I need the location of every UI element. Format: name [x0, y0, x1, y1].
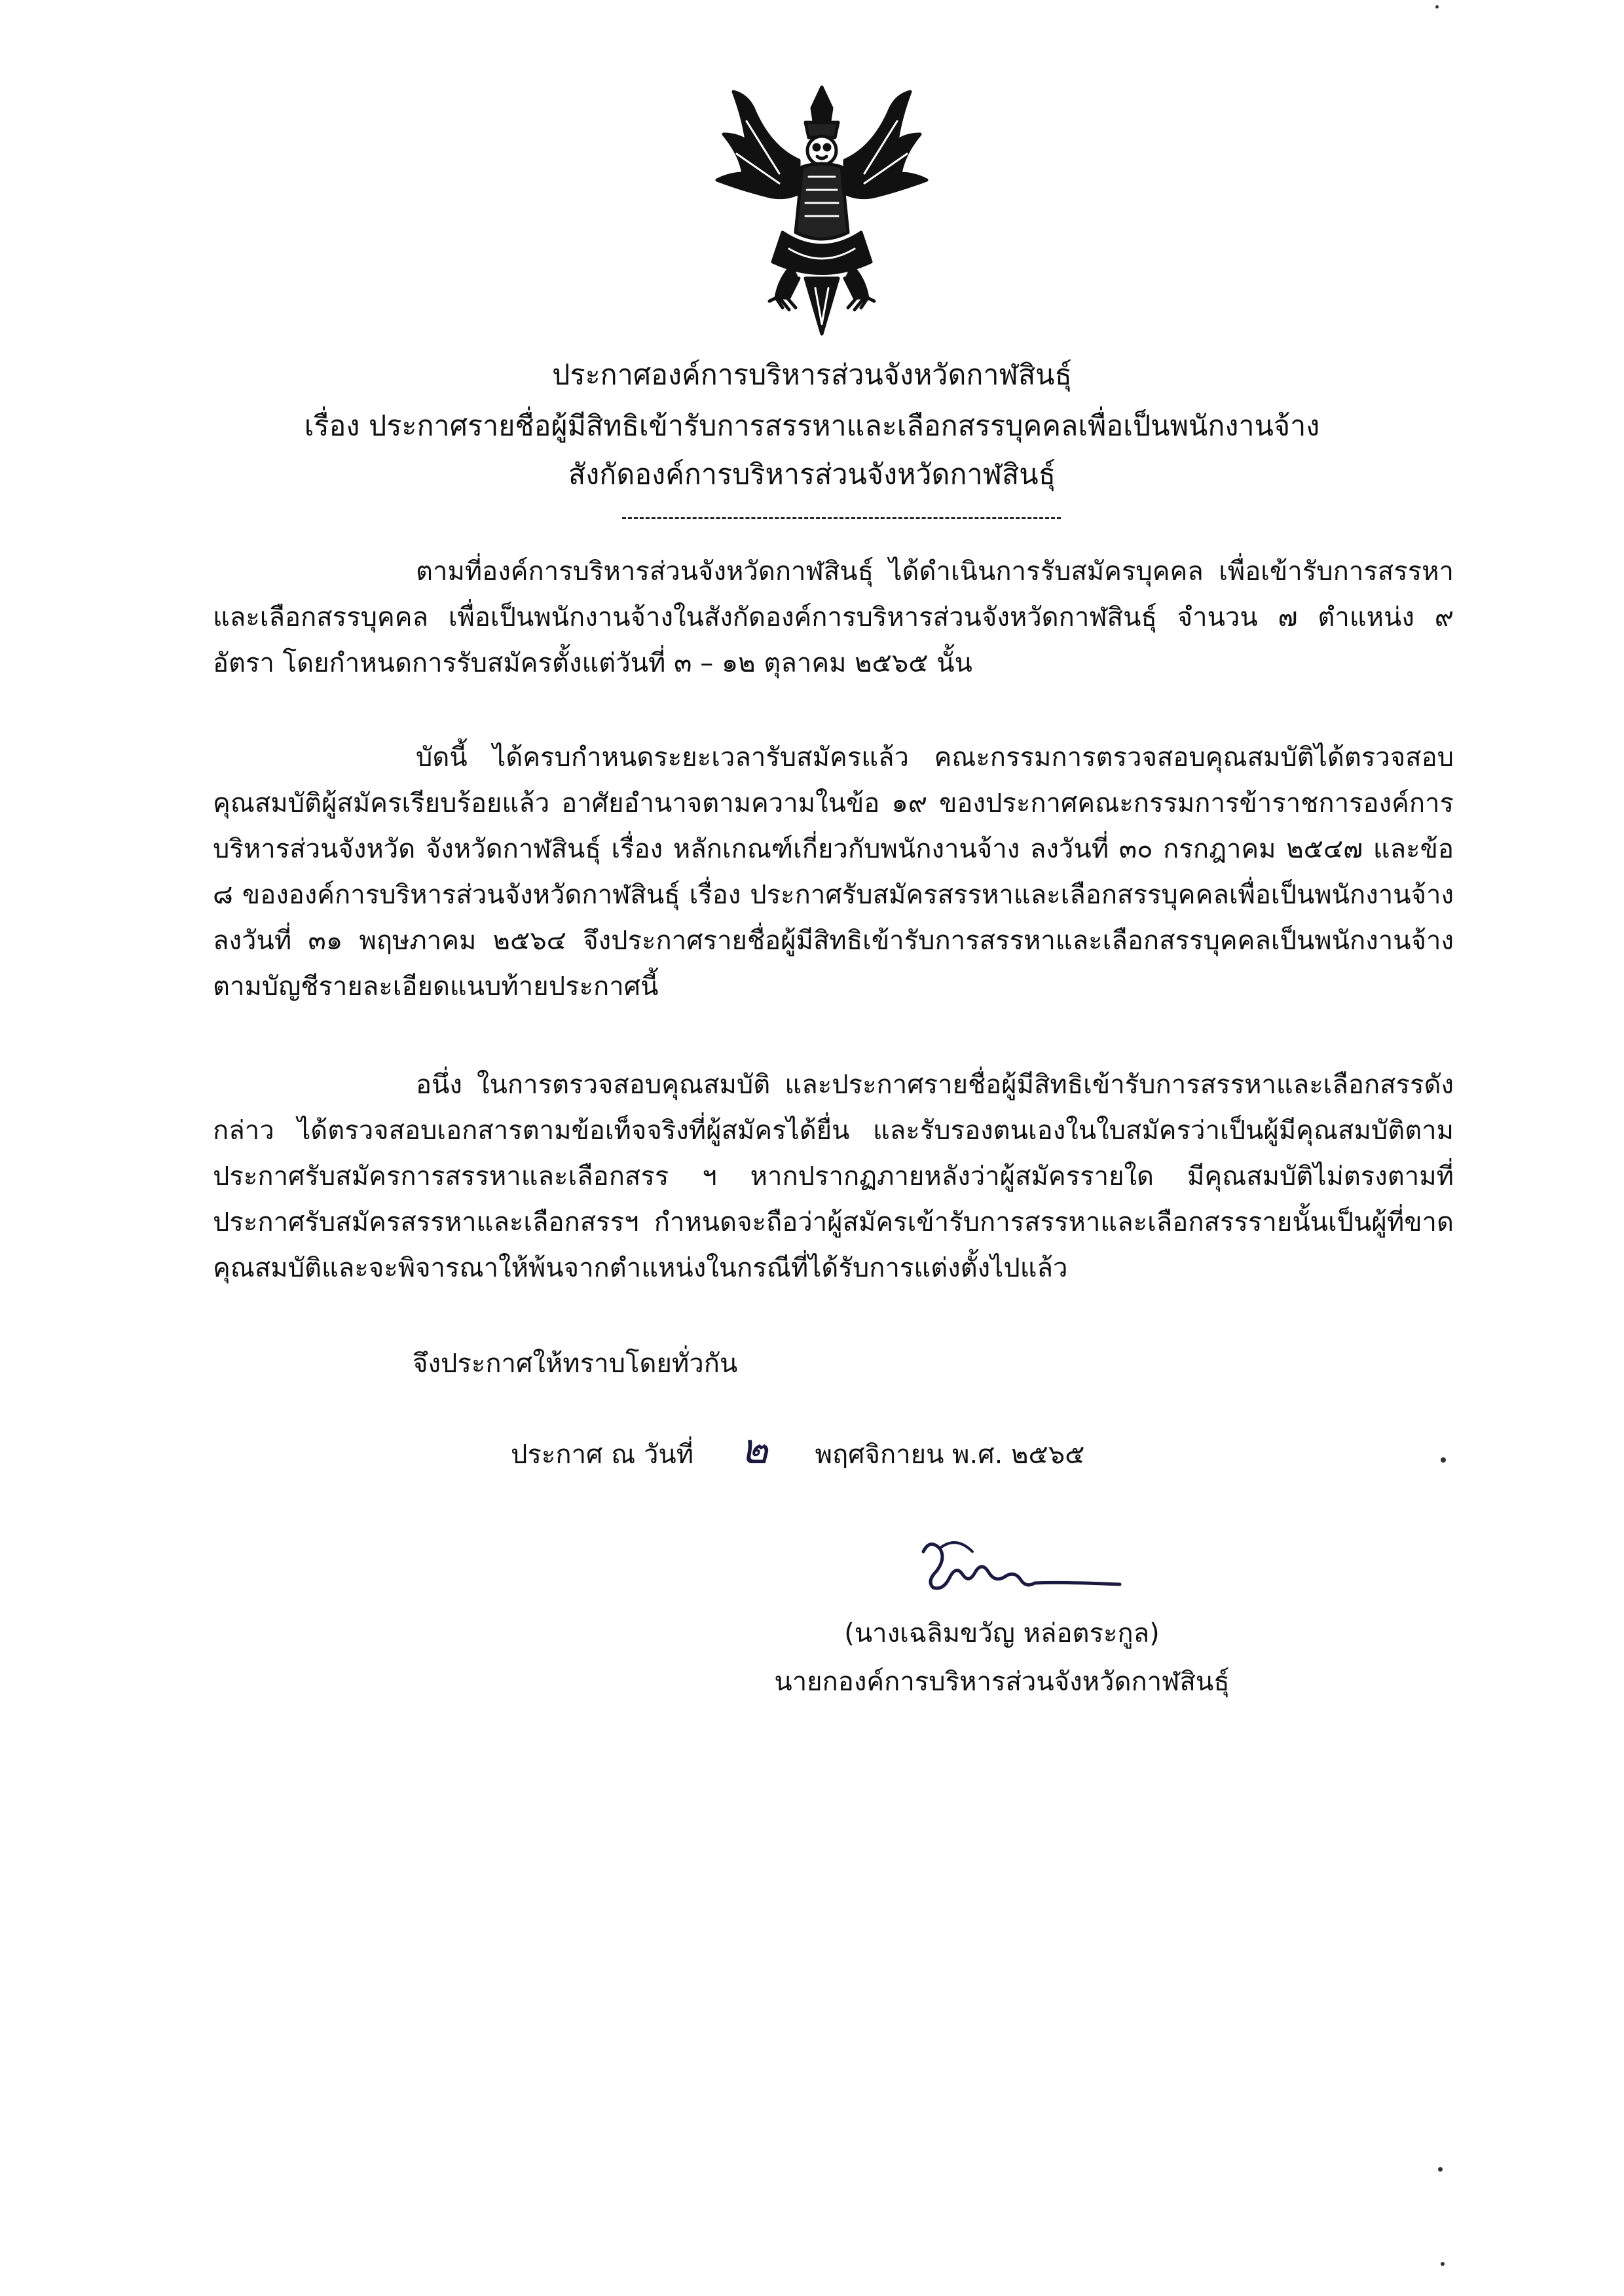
paragraph-text: บัดนี้ ได้ครบกำหนดระยะเวลารับสมัครแล้ว คณะกรรมการตรวจสอบคุณสมบัติได้ตรวจสอบคุณสมบัติผู้สมัครเรียบร้อยแล้ว อาศัยอำนาจตามความในข้อ ๑๙ ของประกาศคณะกรรมการข้าราชการองค์การบริหารส่วนจังหวัด จังหวัดกาฬสินธุ์ เรื่อง หลักเกณฑ์เกี่ยวกับพนักงานจ้าง ลงวันที่ ๓๐ กรกฎาคม ๒๕๔๗ และข้อ ๘ ขององค์การบริหารส่วนจังหวัดกาฬสินธุ์ เรื่อง ประกาศรับสมัครสรรหาและเลือกสรรบุคคลเพื่อเป็นพนักงานจ้าง ลงวันที่ ๓๑ พฤษภาคม ๒๕๖๔ จึงประกาศรายชื่อผู้มีสิทธิเข้ารับการสรรหาและเลือกสรรบุคคลเป็นพนักงานจ้าง ตามบัญชีรายละเอียดแนบท้ายประกาศนี้ [213, 742, 1454, 1002]
closing-statement: จึงประกาศให้ทราบโดยทั่วกัน [413, 1349, 738, 1379]
paragraph-text: ตามที่องค์การบริหารส่วนจังหวัดกาฬสินธุ์ ได้ดำเนินการรับสมัครบุคคล เพื่อเข้ารับการสรรหาและเลือกสรรบุคคล เพื่อเป็นพนักงานจ้างในสังกัดองค์การบริหารส่วนจังหวัดกาฬสินธุ์ จำนวน ๗ ตำแหน่ง ๙ อัตรา โดยกำหนดการรับสมัครตั้งแต่วันที่ ๓ – ๑๒ ตุลาคม ๒๕๖๕ นั้น [213, 556, 1454, 678]
title-divider [622, 517, 1061, 519]
scan-speck [1441, 2262, 1445, 2266]
announcement-date [511, 1415, 1084, 1482]
body-paragraph [213, 549, 1454, 686]
announcement-month-year: พฤศจิกายน พ.ศ. ๒๕๖๕ [815, 1440, 1085, 1470]
announcement-day: ๒ [740, 1425, 768, 1474]
announcement-prefix: ประกาศ ณ วันที่ [511, 1440, 694, 1470]
signer-position: นายกองค์การบริหารส่วนจังหวัดกาฬสินธุ์ [774, 1667, 1230, 1697]
scan-speck [1435, 5, 1439, 9]
paragraph-text: อนึ่ง ในการตรวจสอบคุณสมบัติ และประกาศรายชื่อผู้มีสิทธิเข้ารับการสรรหาและเลือกสรรดังกล่าว ได้ตรวจสอบเอกสารตามข้อเท็จจริงที่ผู้สมัครได้ยื่น และรับรองตนเองในใบสมัครว่าเป็นผู้มีคุณสมบัติตามประกาศรับสมัครการสรรหาและเลือกสรร ฯ หากปรากฏภายหลังว่าผู้สมัครรายใด มีคุณสมบัติไม่ตรงตามที่ประกาศรับสมัครสรรหาและเลือกสรรฯ กำหนดจะถือว่าผู้สมัครเข้ารับการสรรหาและเลือกสรรรายนั้นเป็นผู้ที่ขาดคุณสมบัติและจะพิจารณาให้พ้นจากตำแหน่งในกรณีที่ได้รับการแต่งตั้งไปแล้ว [213, 1070, 1454, 1283]
document-subject: เรื่อง ประกาศรายชื่อผู้มีสิทธิเข้ารับการสรรหาและเลือกสรรบุคคลเพื่อเป็นพนักงานจ้าง [304, 410, 1320, 443]
scan-speck [1438, 2167, 1443, 2172]
handwritten-signature-icon [910, 1525, 1126, 1604]
document-affiliation: สังกัดองค์การบริหารส่วนจังหวัดกาฬสินธุ์ [568, 458, 1056, 491]
garuda-emblem-icon [707, 82, 936, 340]
document-title: ประกาศองค์การบริหารส่วนจังหวัดกาฬสินธุ์ [552, 359, 1072, 392]
signer-name: (นางเฉลิมขวัญ หล่อตระกูล) [844, 1618, 1160, 1649]
scan-speck [1441, 1457, 1446, 1463]
body-paragraph [213, 735, 1454, 1010]
body-paragraph [213, 1062, 1454, 1291]
